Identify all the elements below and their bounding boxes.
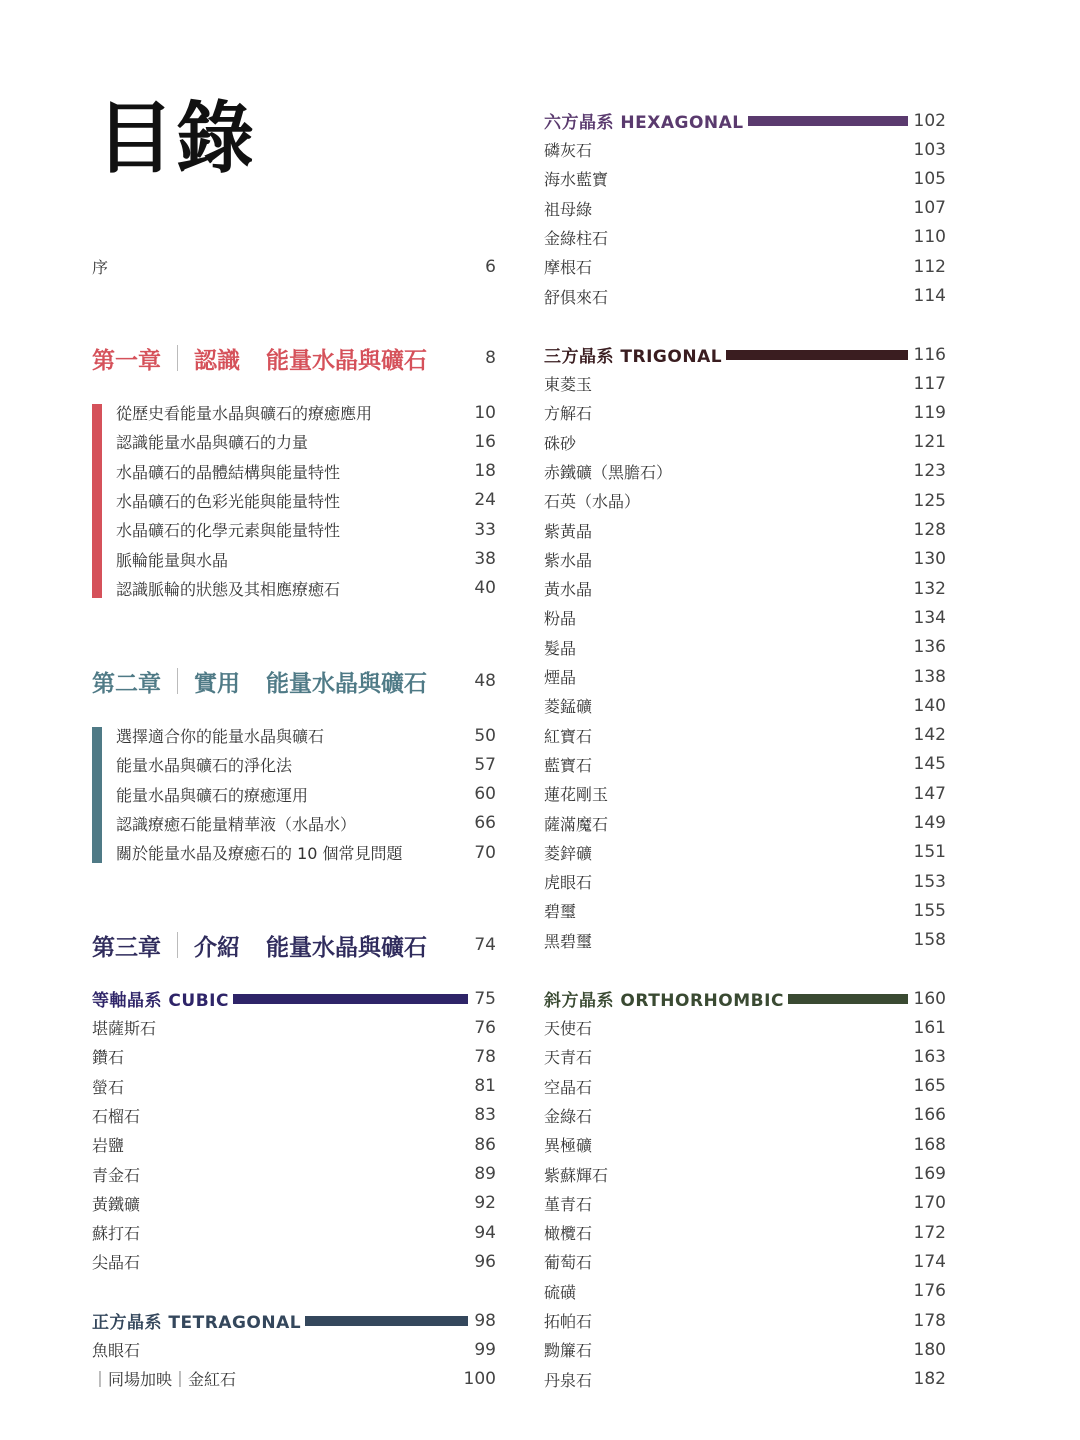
system-bar [788, 994, 908, 1004]
entry-label: 岩鹽 [92, 1136, 125, 1156]
entry-page: 94 [474, 1222, 496, 1243]
divider [177, 345, 178, 371]
chapter-page: 48 [474, 671, 496, 691]
entry-label: 拓帕石 [544, 1312, 593, 1331]
entry-label: 青金石 [92, 1165, 141, 1185]
toc-entry[interactable] [116, 780, 496, 809]
entry-page: 149 [913, 813, 946, 833]
entry-label: 煙晶 [544, 668, 577, 687]
entry-page: 76 [474, 1017, 496, 1038]
toc-entry[interactable] [544, 486, 946, 515]
toc-entry[interactable] [92, 1335, 496, 1364]
chapter-page: 8 [485, 348, 496, 368]
entry-page: 153 [913, 871, 946, 892]
toc-entry[interactable] [116, 545, 496, 574]
entry-page: 136 [913, 637, 946, 658]
toc-entry[interactable] [544, 252, 946, 281]
toc-entry[interactable] [92, 1042, 496, 1071]
toc-entry[interactable] [544, 867, 946, 896]
entry-page: 134 [913, 607, 946, 628]
entry-page: 117 [913, 373, 946, 394]
entry-label: 關於能量水晶及療癒石的 10 個常見問題 [116, 844, 403, 864]
entry-label: 舒俱來石 [544, 287, 609, 307]
entry-label: 水晶礦石的色彩光能與能量特性 [116, 491, 341, 511]
entry-label: 紅寶石 [544, 726, 593, 746]
entry-page: 168 [913, 1134, 946, 1155]
entry-label: 東菱玉 [544, 375, 593, 394]
entry-page: 100 [463, 1368, 496, 1389]
chapter-number: 第三章 [92, 934, 161, 961]
toc-entry[interactable] [116, 574, 496, 603]
entry-page: 96 [474, 1251, 496, 1272]
chapter-name: 能量水晶與礦石 [266, 670, 427, 697]
entry-label: 堇青石 [544, 1194, 593, 1214]
toc-entry[interactable] [92, 1013, 496, 1042]
entry-label: 赤鐵礦（黑膽石） [544, 462, 673, 482]
system-heading-orthorhombic[interactable] [544, 984, 946, 1013]
system-bar [305, 1316, 468, 1326]
entry-label: 祖母綠 [544, 199, 593, 219]
toc-entry[interactable] [544, 1365, 946, 1394]
entry-label: 魚眼石 [92, 1341, 141, 1360]
entry-page: 161 [913, 1017, 946, 1038]
entry-label: 螢石 [92, 1077, 125, 1097]
toc-entry[interactable] [544, 896, 946, 925]
entry-page: 86 [474, 1134, 496, 1155]
toc-entry[interactable] [544, 1218, 946, 1247]
entry-page: 165 [913, 1076, 946, 1097]
entry-page: 170 [913, 1193, 946, 1214]
toc-entry-preface[interactable] [92, 252, 496, 281]
system-label: 斜方晶系 ORTHORHOMBIC [544, 991, 784, 1011]
entry-page: 119 [913, 402, 946, 423]
entry-page: 70 [474, 842, 496, 863]
toc-entry[interactable] [544, 282, 946, 311]
entry-label: 紫黃晶 [544, 521, 593, 541]
entry-page: 145 [913, 754, 946, 775]
toc-entry[interactable] [116, 750, 496, 779]
toc-entry[interactable] [116, 457, 496, 486]
entry-page: 16 [474, 431, 496, 452]
entry-page: 123 [913, 461, 946, 482]
toc-entry[interactable] [544, 369, 946, 398]
entry-label: 水晶礦石的晶體結構與能量特性 [116, 462, 341, 482]
entry-page: 142 [913, 725, 946, 746]
toc-entry[interactable] [544, 1306, 946, 1335]
entry-label: 石榴石 [92, 1106, 141, 1126]
entry-label: 菱鋅礦 [544, 843, 593, 863]
toc-entry[interactable] [92, 1189, 496, 1218]
toc-entry[interactable] [544, 1130, 946, 1159]
system-label: 三方晶系 TRIGONAL [544, 347, 723, 367]
entry-page: 83 [474, 1105, 496, 1126]
toc-entry[interactable] [544, 545, 946, 574]
chapter-1-accent-bar [92, 404, 102, 598]
entry-page: 172 [913, 1222, 946, 1243]
entry-page: 132 [913, 578, 946, 599]
entry-page: 178 [913, 1310, 946, 1331]
toc-entry[interactable] [116, 809, 496, 838]
chapter-2-heading[interactable] [92, 661, 496, 701]
toc-entry[interactable] [544, 603, 946, 632]
chapter-number: 第一章 [92, 347, 161, 374]
entry-label: 天使石 [544, 1019, 593, 1038]
chapter-1-heading[interactable] [92, 338, 496, 378]
entry-page: 174 [913, 1251, 946, 1272]
entry-label: 脈輪能量與水晶 [116, 550, 229, 570]
chapter-2-accent-bar [92, 727, 102, 863]
toc-entry[interactable] [92, 1072, 496, 1101]
entry-label: 黝簾石 [544, 1341, 593, 1361]
entry-page: 60 [474, 784, 496, 805]
toc-entry[interactable] [544, 398, 946, 427]
entry-label: 空晶石 [544, 1077, 593, 1097]
entry-page: 40 [474, 578, 496, 599]
entry-label: 黃鐵礦 [92, 1194, 141, 1214]
chapter-page: 74 [474, 935, 496, 955]
toc-entry[interactable] [544, 1160, 946, 1189]
entry-label: 認識療癒石能量精華液（水晶水） [116, 814, 357, 834]
toc-entry[interactable] [116, 515, 496, 544]
toc-entry[interactable] [92, 1101, 496, 1130]
entry-page: 155 [913, 900, 946, 921]
entry-page: 130 [913, 549, 946, 570]
entry-label: 摩根石 [544, 258, 593, 278]
chapter-3-heading[interactable] [92, 925, 496, 965]
entry-page: 158 [913, 930, 946, 951]
entry-page: 125 [913, 490, 946, 511]
entry-page: 10 [474, 402, 496, 423]
toc-entry[interactable] [544, 1013, 946, 1042]
toc-entry[interactable] [92, 1364, 496, 1393]
entry-label: 粉晶 [544, 609, 577, 629]
toc-entry[interactable] [544, 1335, 946, 1364]
entry-page: 114 [913, 286, 946, 306]
chapter-verb: 認識 [194, 347, 240, 374]
toc-entry[interactable] [544, 633, 946, 662]
entry-label: 能量水晶與礦石的淨化法 [116, 756, 293, 776]
entry-label: 從歷史看能量水晶與礦石的療癒應用 [116, 404, 373, 423]
entry-page: 92 [474, 1193, 496, 1214]
chapter-verb: 介紹 [194, 934, 240, 961]
toc-entry[interactable] [92, 1218, 496, 1247]
entry-label: 黑碧璽 [544, 931, 593, 951]
entry-label: 石英（水晶） [544, 492, 641, 512]
toc-entry[interactable] [544, 1277, 946, 1306]
toc-entry[interactable] [116, 427, 496, 456]
divider [177, 932, 178, 958]
entry-label: 天青石 [544, 1048, 593, 1068]
toc-entry[interactable] [544, 516, 946, 545]
toc-entry[interactable] [116, 486, 496, 515]
divider [177, 668, 178, 694]
entry-page: 180 [913, 1339, 946, 1360]
entry-page: 105 [913, 168, 946, 189]
entry-page: 110 [913, 227, 946, 248]
entry-page: 103 [913, 139, 946, 160]
entry-page: 121 [913, 432, 946, 453]
entry-label: 尖晶石 [92, 1253, 141, 1273]
toc-entry[interactable] [544, 457, 946, 486]
system-page: 102 [913, 110, 946, 131]
toc-entry[interactable] [544, 662, 946, 691]
entry-page: 128 [913, 520, 946, 540]
entry-label: 蘇打石 [92, 1224, 141, 1244]
toc-entry[interactable] [544, 1042, 946, 1071]
toc-entry[interactable] [92, 1130, 496, 1159]
entry-label: 紫蘇輝石 [544, 1165, 609, 1185]
entry-page: 166 [913, 1105, 946, 1126]
entry-label: 薩滿魔石 [544, 814, 609, 834]
system-page: 98 [474, 1310, 496, 1331]
toc-entry[interactable] [544, 809, 946, 838]
entry-label: 認識脈輪的狀態及其相應療癒石 [116, 579, 341, 599]
system-heading-cubic[interactable] [92, 984, 496, 1013]
entry-label: 硫磺 [544, 1282, 577, 1302]
entry-page: 163 [913, 1046, 946, 1067]
entry-page: 151 [913, 842, 946, 863]
toc-entry[interactable] [544, 691, 946, 720]
system-page: 75 [474, 988, 496, 1009]
chapter-verb: 實用 [194, 670, 240, 697]
entry-page: 176 [913, 1281, 946, 1302]
entry-label: 髮晶 [544, 638, 577, 658]
system-bar [748, 116, 908, 126]
entry-label: 方解石 [544, 404, 593, 424]
entry-page: 6 [485, 256, 496, 277]
entry-label: ｜同場加映｜金紅石 [92, 1370, 237, 1390]
entry-page: 50 [474, 725, 496, 746]
toc-entry[interactable] [544, 1247, 946, 1276]
system-page: 160 [913, 988, 946, 1009]
toc-entry[interactable] [544, 1101, 946, 1130]
entry-label: 異極礦 [544, 1136, 593, 1156]
entry-label: 蓮花剛玉 [544, 785, 609, 805]
system-heading-trigonal[interactable] [544, 340, 946, 369]
system-label: 等軸晶系 CUBIC [92, 991, 229, 1011]
entry-page: 140 [913, 695, 946, 716]
entry-label: 葡萄石 [544, 1253, 593, 1273]
system-label: 六方晶系 HEXAGONAL [544, 113, 744, 133]
entry-page: 182 [913, 1369, 946, 1390]
entry-label: 菱錳礦 [544, 697, 593, 717]
entry-label: 鑽石 [92, 1048, 125, 1068]
entry-page: 89 [474, 1164, 496, 1184]
chapter-name: 能量水晶與礦石 [266, 934, 427, 961]
chapter-name: 能量水晶與礦石 [266, 347, 427, 374]
entry-label: 黃水晶 [544, 580, 593, 600]
toc-entry[interactable] [544, 838, 946, 867]
entry-label: 認識能量水晶與礦石的力量 [116, 433, 309, 453]
entry-page: 81 [474, 1076, 496, 1097]
entry-page: 78 [474, 1046, 496, 1067]
entry-page: 138 [913, 666, 946, 687]
entry-label: 紫水晶 [544, 550, 593, 570]
system-heading-hexagonal[interactable] [544, 106, 946, 135]
entry-page: 99 [474, 1339, 496, 1360]
entry-page: 33 [474, 519, 496, 540]
toc-entry[interactable] [544, 574, 946, 603]
entry-label: 磷灰石 [544, 141, 593, 160]
entry-label: 序 [92, 258, 109, 277]
toc-entry[interactable] [544, 428, 946, 457]
entry-label: 海水藍寶 [544, 170, 609, 190]
entry-page: 57 [474, 754, 496, 775]
system-bar [233, 994, 468, 1004]
toc-entry[interactable] [544, 1189, 946, 1218]
entry-label: 藍寶石 [544, 755, 593, 775]
toc-entry[interactable] [544, 194, 946, 223]
system-page: 116 [913, 344, 946, 365]
entry-label: 碧璽 [544, 902, 577, 922]
chapter-number: 第二章 [92, 670, 161, 697]
entry-label: 水晶礦石的化學元素與能量特性 [116, 521, 341, 541]
toc-entry[interactable] [92, 1247, 496, 1276]
entry-page: 24 [474, 490, 496, 511]
entry-page: 169 [913, 1164, 946, 1184]
entry-label: 金綠石 [544, 1106, 593, 1126]
toc-entry[interactable] [544, 779, 946, 808]
entry-page: 107 [913, 198, 946, 219]
system-bar [726, 350, 907, 360]
entry-page: 112 [913, 256, 946, 277]
entry-page: 38 [474, 549, 496, 569]
entry-label: 金綠柱石 [544, 228, 609, 248]
toc-entry[interactable] [544, 750, 946, 779]
page-title: 目錄 [96, 93, 257, 184]
toc-entry[interactable] [544, 1072, 946, 1101]
toc-entry[interactable] [92, 1160, 496, 1189]
entry-page: 66 [474, 813, 496, 834]
system-heading-tetragonal[interactable] [92, 1306, 496, 1335]
entry-label: 堪薩斯石 [92, 1019, 157, 1038]
entry-label: 選擇適合你的能量水晶與礦石 [116, 727, 325, 746]
entry-page: 18 [474, 461, 496, 482]
entry-label: 丹泉石 [544, 1370, 593, 1390]
entry-page: 147 [913, 783, 946, 804]
system-label: 正方晶系 TETRAGONAL [92, 1313, 302, 1333]
toc-entry[interactable] [116, 398, 496, 427]
entry-label: 能量水晶與礦石的療癒運用 [116, 785, 309, 805]
toc-entry[interactable] [116, 838, 496, 867]
entry-label: 虎眼石 [544, 873, 593, 893]
toc-entry[interactable] [544, 721, 946, 750]
toc-entry[interactable] [544, 164, 946, 193]
toc-entry[interactable] [544, 926, 946, 955]
toc-entry[interactable] [544, 223, 946, 252]
toc-entry[interactable] [116, 721, 496, 750]
toc-entry[interactable] [544, 135, 946, 164]
entry-label: 橄欖石 [544, 1224, 593, 1244]
entry-label: 硃砂 [544, 433, 577, 453]
